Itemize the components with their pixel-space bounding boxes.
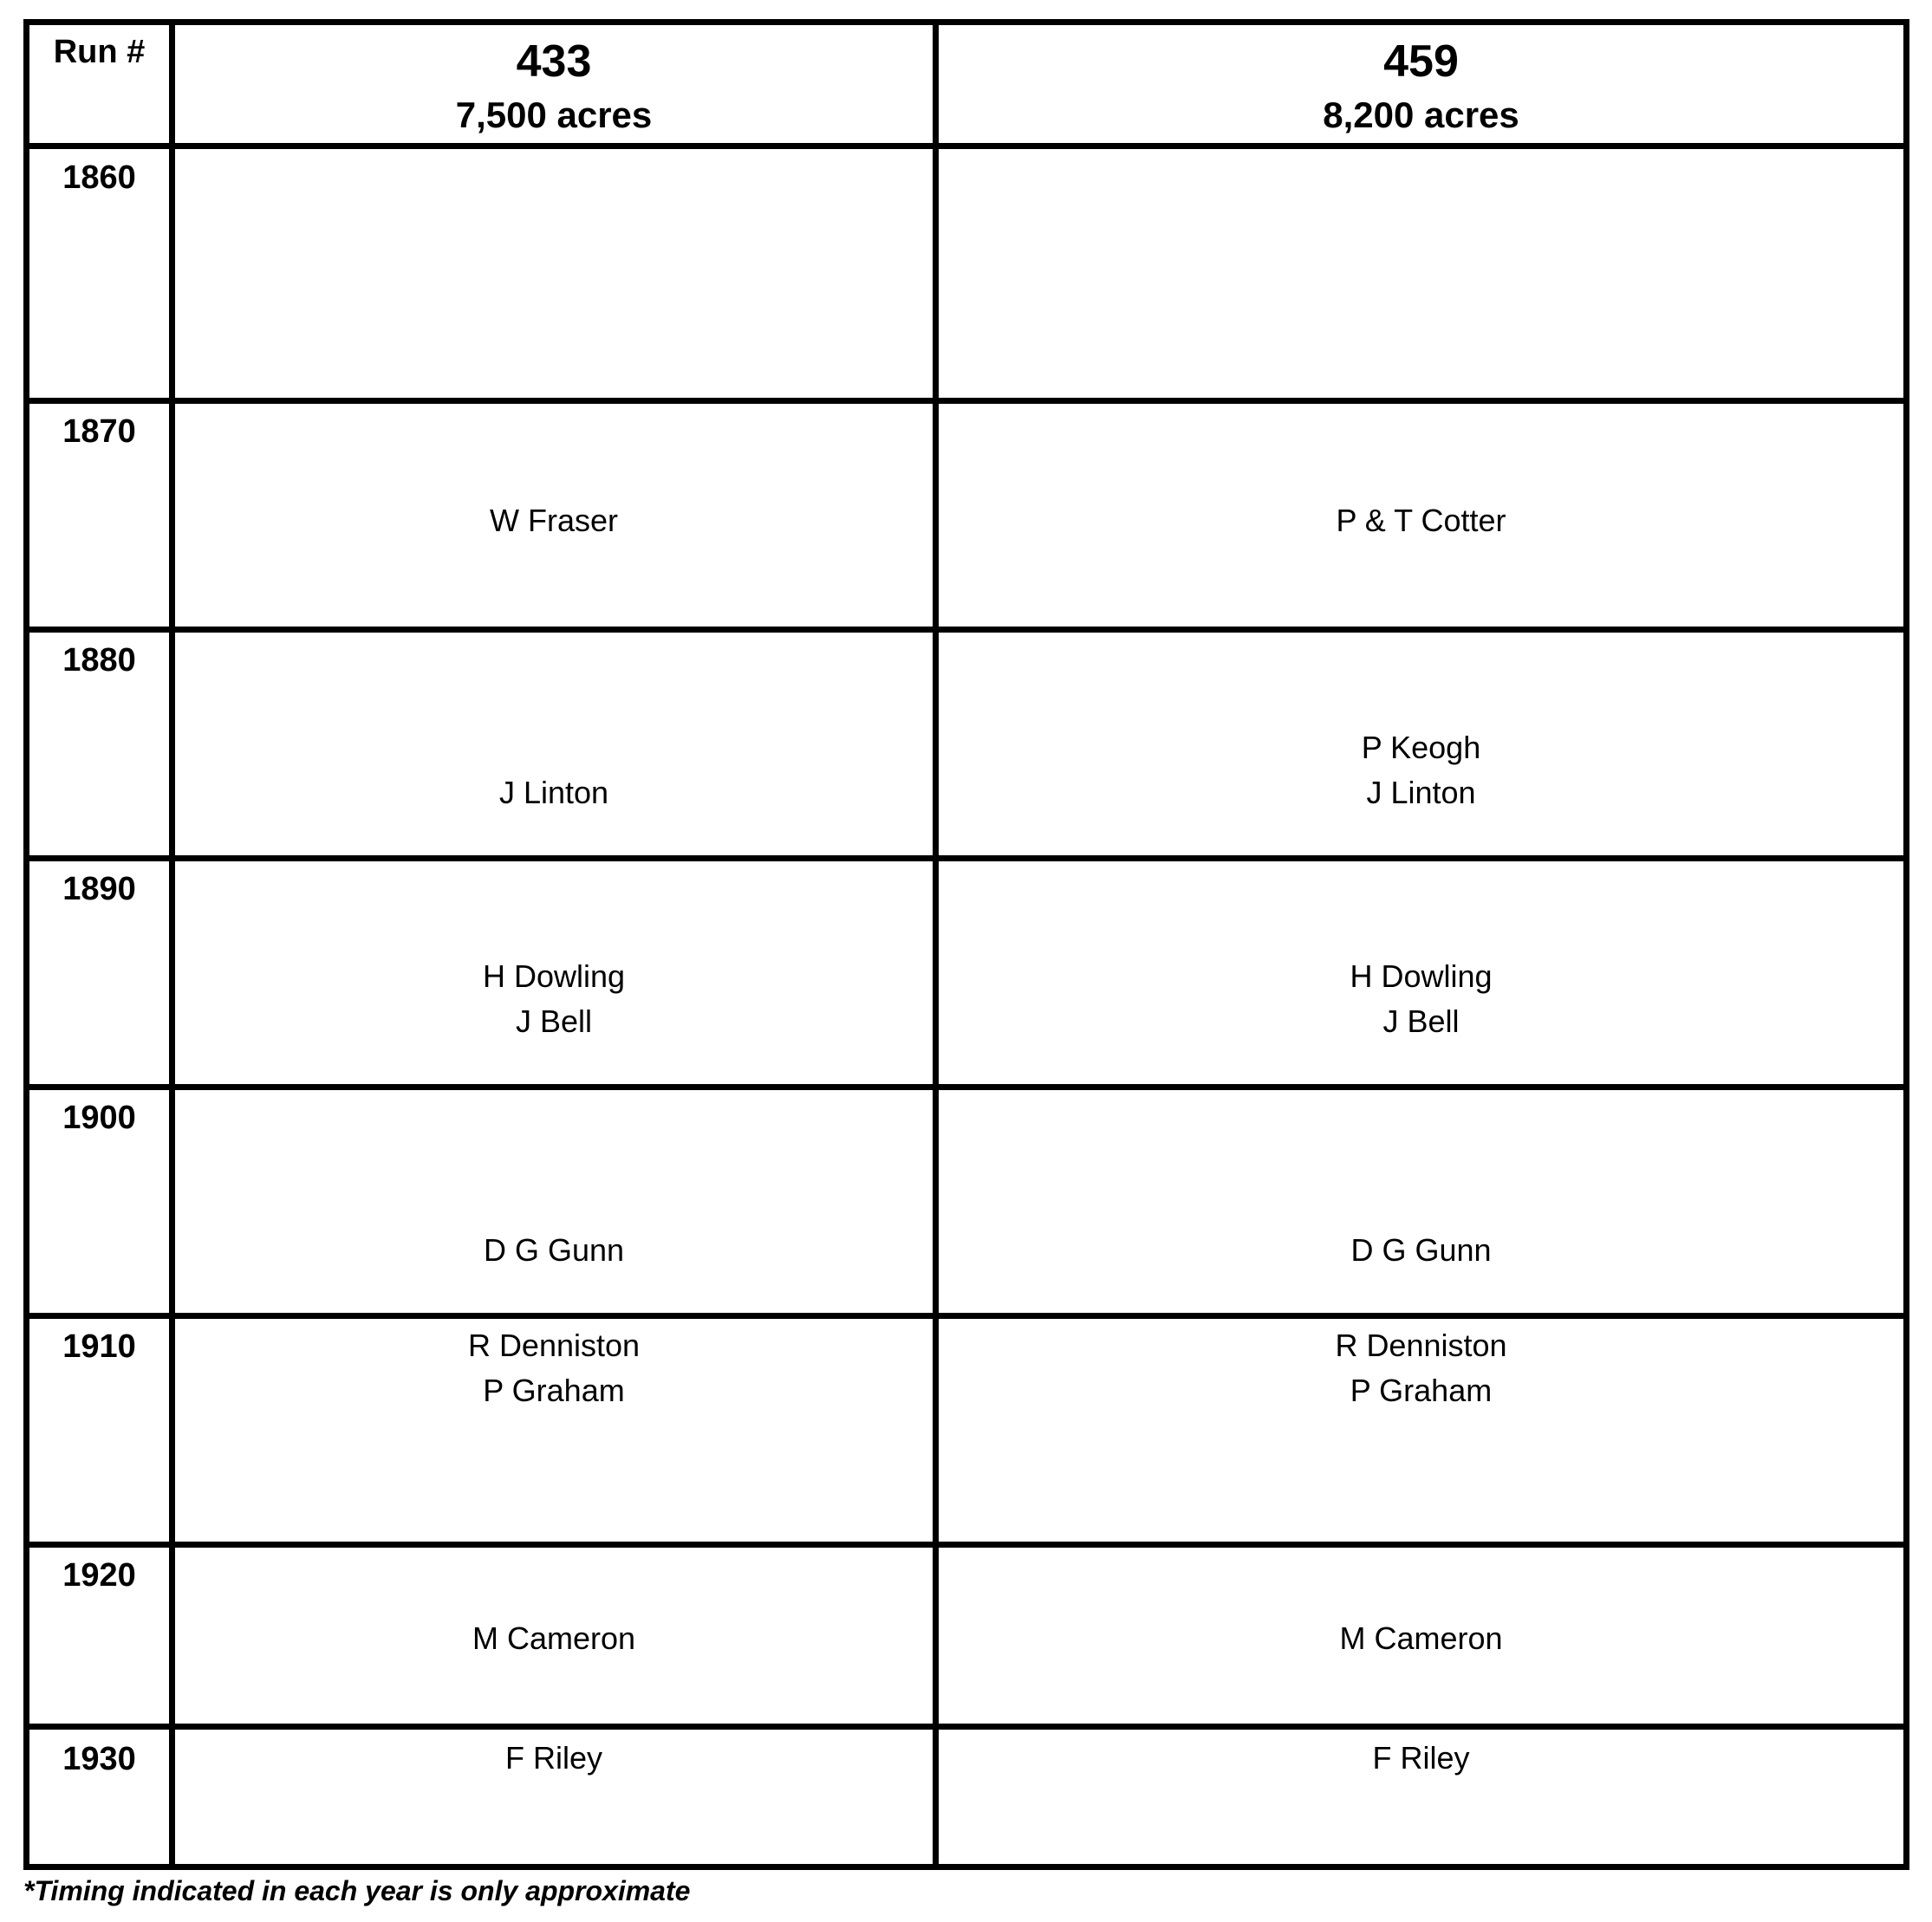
owner-name: W Fraser <box>490 503 618 538</box>
year-label: 1920 <box>62 1557 136 1594</box>
owner-cell <box>175 1323 933 1413</box>
owner-name: R Denniston <box>467 1328 641 1363</box>
year-label: 1890 <box>62 871 136 907</box>
owner-cell <box>939 498 1903 543</box>
owner-name: P Keogh <box>1361 730 1481 765</box>
divider-vertical-1 <box>169 25 175 1864</box>
owner-name: P & T Cotter <box>1336 503 1506 538</box>
divider-header <box>29 143 1903 149</box>
divider-row-4 <box>29 1084 1903 1090</box>
ownership-table <box>23 19 1909 1870</box>
divider-row-5 <box>29 1313 1903 1319</box>
owner-name: F Riley <box>504 1740 602 1776</box>
owner-cell <box>175 770 933 815</box>
owner-cell <box>939 954 1903 1044</box>
owner-name: J Bell <box>515 1003 593 1039</box>
owner-cell <box>939 1736 1903 1781</box>
owner-cell <box>939 1228 1903 1273</box>
owner-name: J Bell <box>1382 1003 1460 1039</box>
year-label: 1910 <box>62 1328 136 1365</box>
owner-name: R Denniston <box>1335 1328 1507 1363</box>
year-label: 1930 <box>62 1741 136 1777</box>
header-col-459 <box>939 34 1903 141</box>
run-acres: 7,500 acres <box>455 94 653 135</box>
owner-name: D G Gunn <box>1350 1232 1492 1268</box>
owner-cell <box>175 1616 933 1661</box>
divider-row-3 <box>29 855 1903 861</box>
owner-name: M Cameron <box>472 1620 636 1656</box>
footnote: *Timing indicated in each year is only approximate <box>23 1875 691 1906</box>
year-label: 1860 <box>62 159 136 196</box>
owner-cell <box>175 954 933 1044</box>
run-number: 433 <box>516 36 592 87</box>
owner-name: M Cameron <box>1339 1620 1503 1656</box>
owner-name: J Linton <box>498 775 609 810</box>
owner-name: P Graham <box>483 1373 625 1408</box>
divider-row-7 <box>29 1724 1903 1730</box>
owner-cell <box>939 1616 1903 1661</box>
header-col-433 <box>175 34 933 141</box>
year-label: 1880 <box>62 642 136 679</box>
owner-cell <box>939 725 1903 815</box>
divider-row-1 <box>29 398 1903 404</box>
run-label: Run # <box>53 34 146 70</box>
divider-row-2 <box>29 627 1903 633</box>
owner-name: P Graham <box>1350 1373 1493 1408</box>
owner-cell <box>175 498 933 543</box>
owner-name: F Riley <box>1372 1740 1470 1776</box>
owner-name: J Linton <box>1366 775 1476 810</box>
owner-name: D G Gunn <box>483 1232 625 1268</box>
year-label: 1900 <box>62 1100 136 1136</box>
owner-cell <box>175 1736 933 1781</box>
year-label: 1870 <box>62 413 136 450</box>
owner-cell <box>939 1323 1903 1413</box>
run-number: 459 <box>1383 36 1459 87</box>
divider-row-6 <box>29 1542 1903 1548</box>
run-acres: 8,200 acres <box>1323 94 1519 135</box>
owner-name: H Dowling <box>1350 958 1493 994</box>
owner-cell <box>175 1228 933 1273</box>
divider-vertical-2 <box>933 25 939 1864</box>
owner-name: H Dowling <box>482 958 626 994</box>
